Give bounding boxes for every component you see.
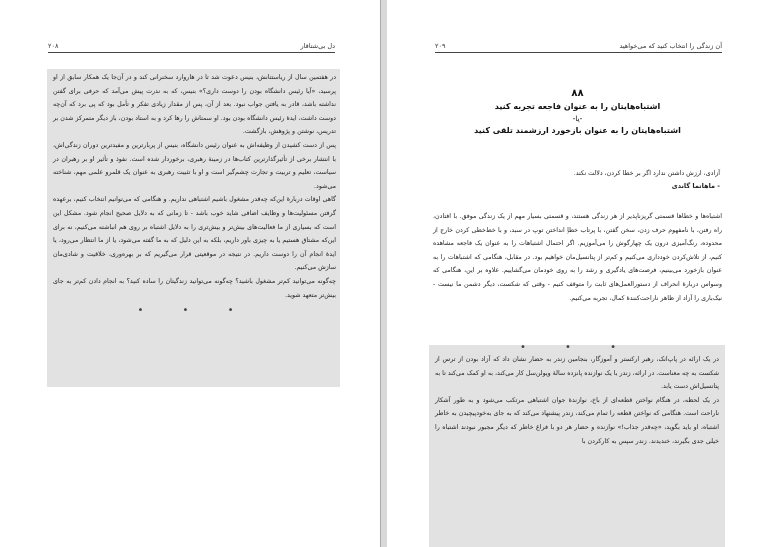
epigraph-author: - ماهاتما گاندی (671, 182, 720, 190)
body-text (433, 210, 722, 305)
page-header (435, 42, 722, 53)
paragraph: گاهی اوقات دربارهٔ این‌که چه‌قدر مشغول باشیم اشتباهی نداریم. و هنگامی که می‌توانیم انتخاب کنیم، برعهده گرفتن مسئولیت‌ها و وظایف اضافی شاید خوب باشد - تا زمانی که به دلایل صحیح انجام شود. مشکل این است که بسیاری از ما فعالیت‌های بیش‌تر و بیش‌تری را به دلایل اشتباه بر روی هم انباشته می‌کنیم، نه برای این‌که مشتاق هستیم یا به چیزی باور داریم، بلکه به این دلیل که به ما گفته می‌شود، یا از ما انتظار می‌رود، یا ایدهٔ انجام آن را دوست داریم. در نتیجه در موقعیتی قرار می‌گیریم که بر بهره‌وری، خلاقیت و شادی‌مان سازش می‌کنیم. (53, 196, 336, 272)
paragraph: پس از دست کشیدن از وظیفه‌اش به عنوان رئیس دانشگاه، بنیس از پربارترین و مفیدترین دوران زندگی‌اش، با انتشار برخی از تأثیرگذارترین کتاب‌ها در زمینهٔ رهبری، برخوردار شده است. نفوذ و تأثیر او بر رهبران در سیاست، تعلیم و تربیت و تجارت چشم‌گیر است و او با تثبیت رهبری به عنوان یک قلمرو علمی مهم، شناخته می‌شود. (53, 141, 336, 190)
page-number: ۲۰۹ (435, 42, 446, 50)
left-page (0, 0, 381, 547)
header-title: آن زندگی را انتخاب کنید که می‌خواهید (619, 42, 722, 50)
chapter-title: اشتباه‌هایتان را به عنوان فاجعه تجربه کنید (494, 102, 661, 111)
chapter-separator: -یا- (572, 114, 583, 123)
epigraph-text: آزادی، ارزش داشتن ندارد اگر بر خطا کردن، دلالت نکند. (573, 170, 720, 177)
paragraph: اشتباه‌ها و خطاها قسمتی گریزناپذیر از هر زندگی هستند، و قسمتی بسیار مهم از یک زندگی موفق. با افتادن، راه رفتن، با نامفهوم حرف زدن، سخن گفتن، با پرتاب خطاِ انداختن توپ در سبد، و با خط‌خطی کردن خارج از محدوده، رنگ‌آمیزی درون یک چهارگوش را می‌آموزیم. اگر احتمال اشتباهات را به عنوان یک فاجعه مشاهده کنیم، از تلاش‌کردن خودداری می‌کنیم و کم‌تر از پتانسیل‌مان خواهیم بود. در مقابل، هنگامی که اشتباهات را به عنوان بازخورد می‌بینیم، فرصت‌های یادگیری و رشد را به روی خودمان می‌گشاییم. علاوه بر این، هنگامی که وسواس دربارهٔ انحراف از دستورالعمل‌های ثابت را متوقف کنیم - وقتی که شکست، دیگر دشمن ما نیست - نیک‌باری را آزاد از ظاهر ناراحت‌کنندهٔ کمال، تجربه می‌کنیم. (433, 213, 722, 302)
paragraph: در هفتمین سال از ریاستتانش، بنیس دعوت شد تا در هاروارد سخنرانی کند و در آن‌جا یک همکار سابق از او پرسید، «آیا رئیس دانشگاه بودن را دوست داری؟» بنیس، که به ندرت پیش می‌آمد که حرفی برای گفتن نداشته باشد، قادر به یافتن جواب نبود. بعد از آن، پس از مقدار زیادی تفکر و تأمل بود که پی برد که آن‌چه دوست داشت، ایدهٔ رئیس دانشگاه بودن بود. او سمتاش را رها کرد و به استاد بودن، باز دیگر متمرکز شدن بر تدریس، نوشتن و پژوهش، بازگشت. (53, 74, 336, 136)
chapter-heading (427, 88, 728, 137)
shaded-text-block (47, 69, 340, 387)
paragraph: در یک ارائه در پاپ‌انک، رهبر ارکستر و آموزگار، بنجامین زندر به حضار نشان داد که آزاد بودن از ترس از شکست به چه معناست. در ارائه، زندر با یک نوازنده پانزده سالهٔ ویولن‌سل کار می‌کند، به او کمک می‌کند تا به پتانسیل‌اش دست یابد. (435, 356, 719, 391)
header-title: دل بی‌شتاقار (300, 42, 335, 50)
page-number: ۲۰۸ (48, 42, 59, 50)
page-header (48, 42, 335, 53)
paragraph: چه‌گونه می‌توانید کم‌تر مشغول باشید؟ چه‌گونه می‌توانید زندگیتان را ساده کنید؟ به انجام دادن کم‌تر به جای بیش‌تر متعهد شوید. (53, 277, 336, 299)
shaded-text-block (429, 342, 725, 547)
paragraph: در یک لحظه، در هنگام نواختن قطعه‌ای از باخ، نوازندهٔ جوان اشتباهی مرتکب می‌شود و به طور آشکار ناراحت است. هنگامی که نواختن قطعه را تمام می‌کند، زندر پیشنهاد می‌کند که به جای به‌خودپیچیدن به خاطر اشتباه، او باید بگوید، «چه‌قدر جذاب!» نوازنده و حضار هر دو با فراغ خاطر که دیگر مجبور نبودند اشتباه را خیلی جدی بگیرند، خندیدند. زندر سپس به کارکردن با (435, 396, 719, 445)
section-dots: • • • (519, 342, 635, 353)
chapter-subtitle: اشتباه‌هایتان را به عنوان بازخورد ارزشمند تلقی کنید (474, 126, 681, 135)
chapter-number: ۸۸ (571, 88, 584, 99)
epigraph (447, 168, 720, 192)
section-dots: • • • (137, 305, 252, 317)
right-page (387, 0, 768, 547)
